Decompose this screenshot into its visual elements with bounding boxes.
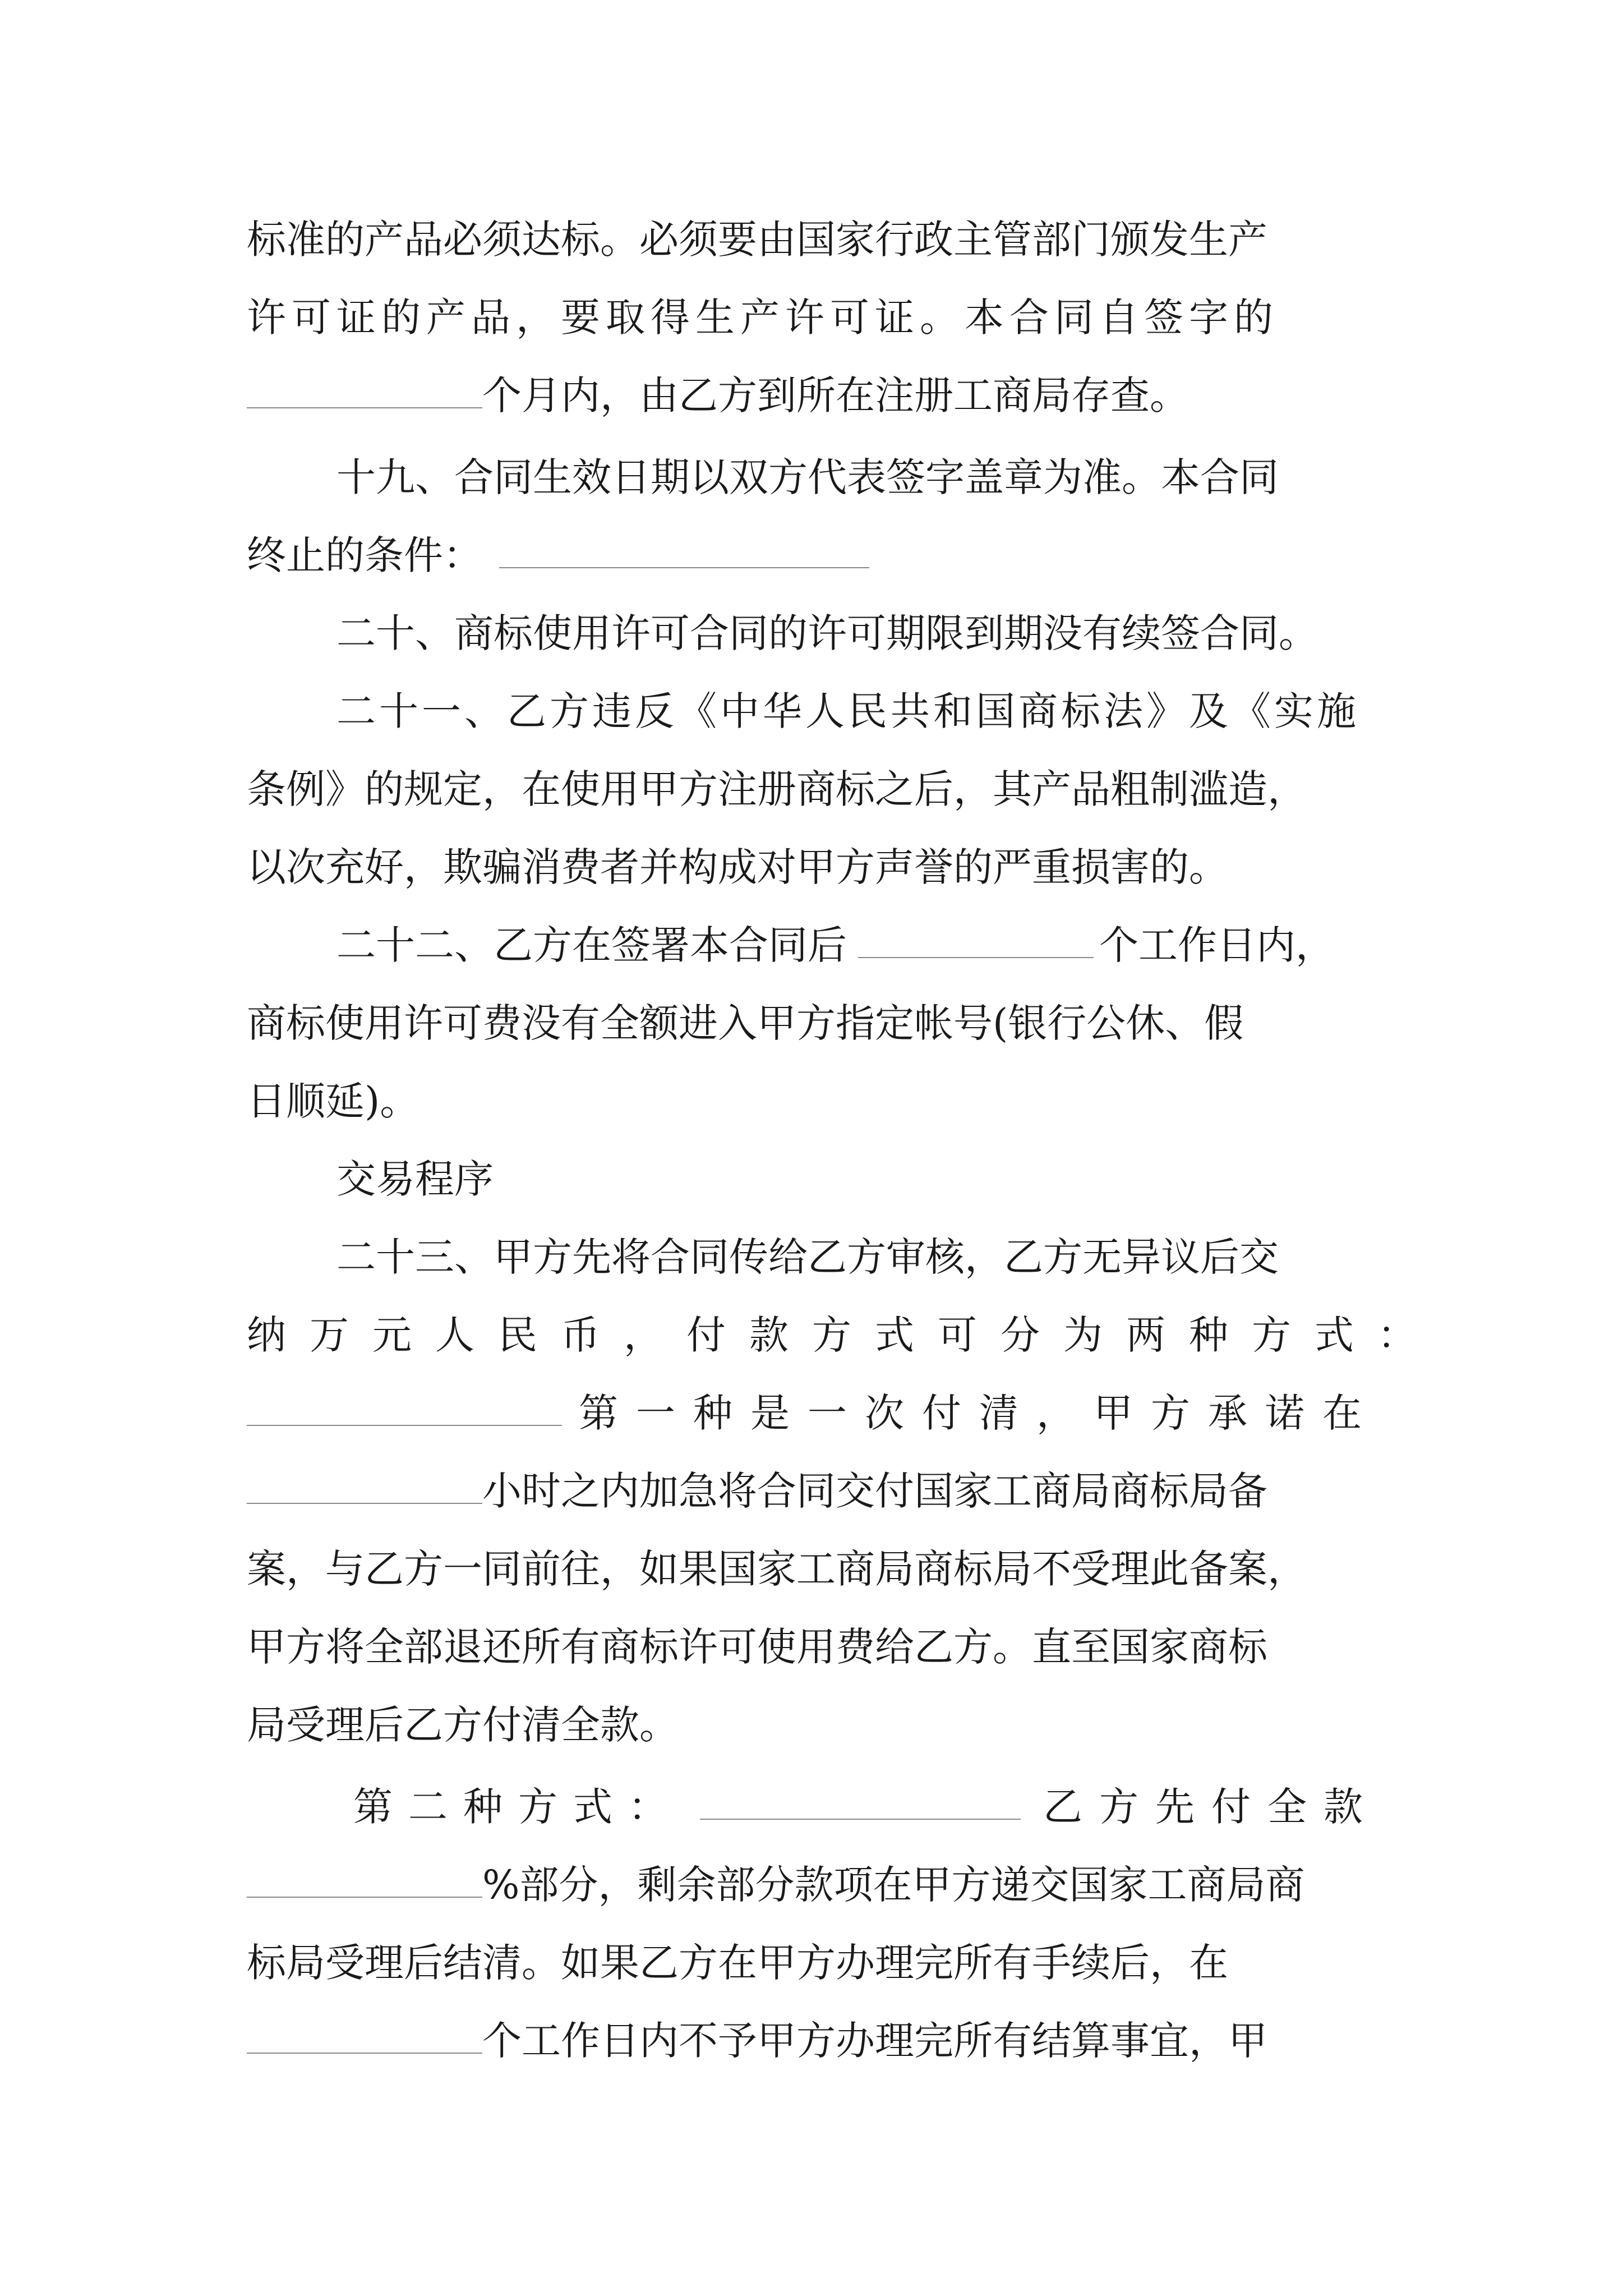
clause-text: 第二种方式： (353, 1784, 683, 1830)
text-line (247, 992, 1380, 1054)
fill-in-blank[interactable] (247, 1863, 482, 1898)
clause-text: 甲方将全部退还所有商标许可使用费给乙方。直至国家商标 (247, 1624, 1267, 1670)
text-line (336, 914, 1380, 976)
text-line (247, 1616, 1380, 1678)
clause-text: 乙方先付全款 (1043, 1784, 1380, 1830)
clause-text: 小时之内加急将合同交付国家工商局商标局备 (482, 1468, 1267, 1514)
fill-in-blank[interactable] (700, 1785, 1021, 1820)
text-line (247, 1460, 1380, 1522)
clause-text: 条例》的规定，在使用甲方注册商标之后，其产品粗制滥造， (247, 766, 1307, 812)
clause-text: 个工作日内不予甲方办理完所有结算事宜，甲 (482, 2018, 1267, 2064)
clause-text: 二十三、甲方先将合同传给乙方审核，乙方无异议后交 (336, 1234, 1279, 1280)
text-line (247, 209, 1380, 270)
clause-text: 局受理后乙方付清全款。 (247, 1702, 679, 1748)
clause-text: 个工作日内， (1099, 922, 1335, 968)
text-line (247, 1932, 1380, 1994)
text-line (247, 1538, 1380, 1600)
text-line (247, 2010, 1380, 2072)
paragraph-text: 标准的产品必须达标。必须要由国家行政主管部门颁发生产 (247, 217, 1267, 263)
clause-text: 二十二、乙方在签署本合同后 (336, 922, 847, 968)
fill-in-blank[interactable] (247, 1469, 482, 1504)
text-line (247, 524, 1380, 586)
clause-text: 十九、合同生效日期以双方代表签字盖章为准。本合同 (336, 454, 1279, 500)
section-heading: 交易程序 (336, 1156, 494, 1202)
fill-in-blank[interactable] (247, 374, 482, 408)
fill-in-blank[interactable] (247, 1391, 562, 1426)
fill-in-blank[interactable] (499, 533, 869, 568)
text-line (336, 602, 1380, 664)
clause-text: 二十、商标使用许可合同的许可期限到期没有续签合同。 (336, 610, 1318, 656)
text-line (247, 836, 1380, 898)
clause-text: 案，与乙方一同前往，如果国家工商局商标局不受理此备案， (247, 1546, 1307, 1592)
fill-in-blank[interactable] (247, 2019, 482, 2054)
text-line (336, 680, 1380, 742)
clause-text: 日顺延)。 (247, 1078, 419, 1124)
clause-text: 终止的条件： (247, 532, 482, 578)
text-line (247, 1382, 1380, 1444)
clause-text: %部分，剩余部分款项在甲方递交国家工商局商 (482, 1862, 1305, 1908)
text-line (247, 758, 1380, 820)
text-line (247, 287, 1380, 348)
clause-text: 以次充好，欺骗消费者并构成对甲方声誉的严重损害的。 (247, 844, 1228, 890)
text-line (247, 1854, 1380, 1916)
clause-text: 商标使用许可费没有全额进入甲方指定帐号(银行公休、假 (247, 1000, 1244, 1046)
text-line (247, 365, 1380, 426)
fill-in-blank[interactable] (858, 923, 1094, 958)
clause-text: 标局受理后结清。如果乙方在甲方办理完所有手续后，在 (247, 1940, 1228, 1986)
text-line (336, 447, 1380, 508)
clause-text: 第一种是一次付清，甲方承诺在 (579, 1390, 1380, 1436)
text-line (336, 1148, 1380, 1210)
clause-text: 纳万元人民币，付款方式可分为两种方式： (247, 1312, 1440, 1358)
clause-text: 二十一、乙方违反《中华人民共和国商标法》及《实施 (336, 688, 1359, 734)
text-line (247, 1304, 1440, 1366)
text-line (353, 1776, 1380, 1838)
text-line (336, 1226, 1380, 1288)
paragraph-text: 许可证的产品，要取得生产许可证。本合同自签字的 (247, 295, 1279, 341)
text-line (247, 1070, 1380, 1132)
text-line (247, 1694, 1380, 1756)
paragraph-text: 个月内，由乙方到所在注册工商局存查。 (482, 372, 1189, 418)
